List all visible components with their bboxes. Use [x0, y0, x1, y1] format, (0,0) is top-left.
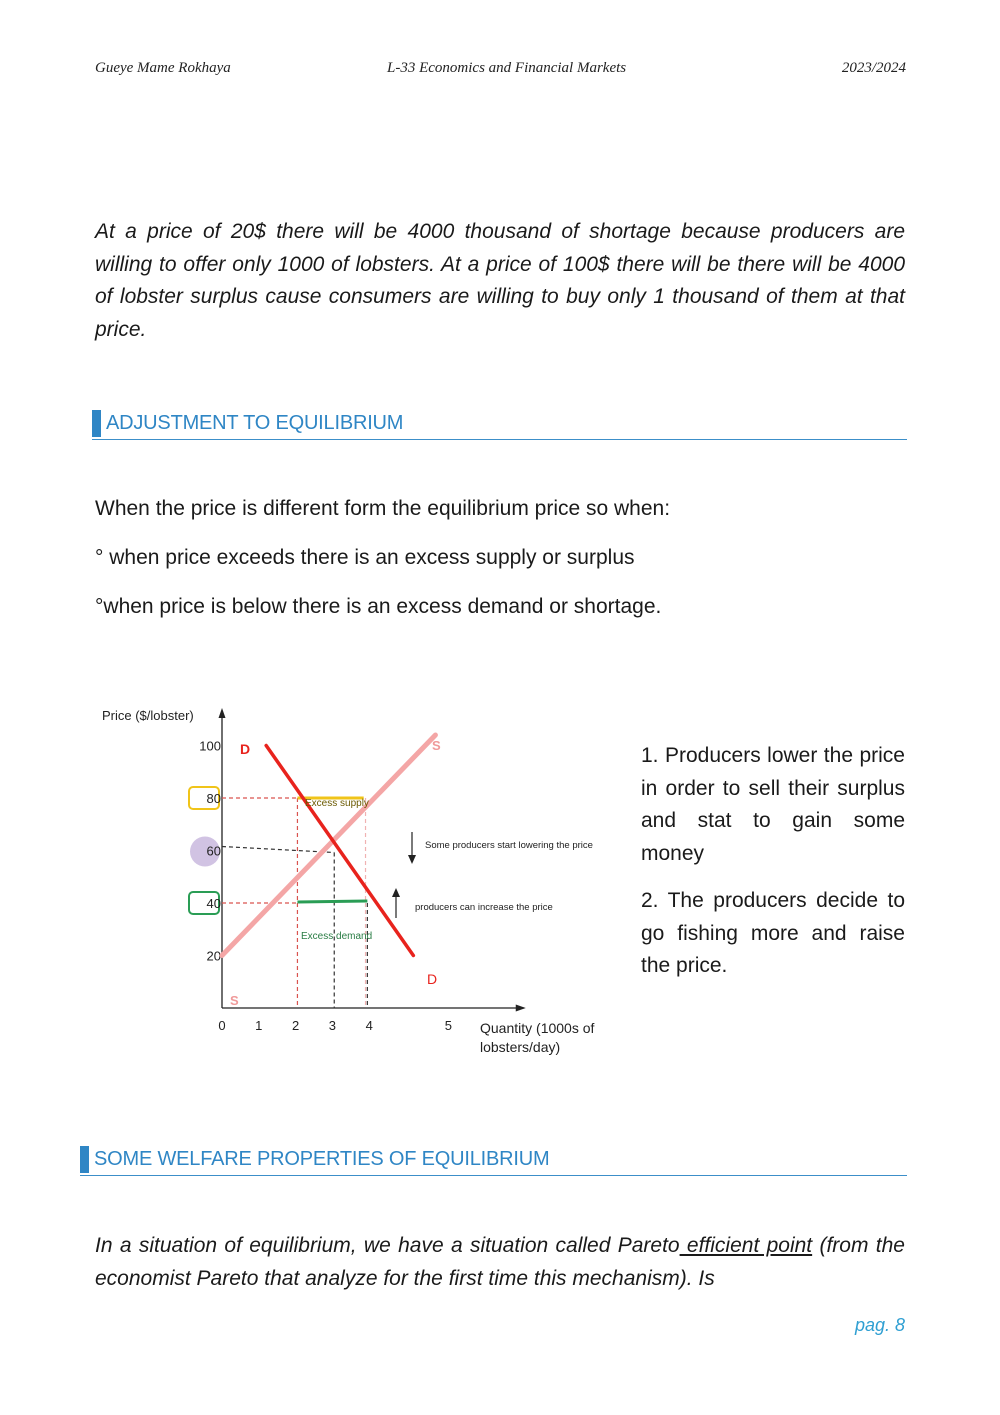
- side-note-lower-price: 1. Producers lower the price in order to sell their surplus and stat to gain some money: [641, 744, 905, 865]
- x-axis-arrow: [516, 1005, 526, 1012]
- side-note-raise-price: 2. The producers decide to go fishing more and raise the price.: [641, 889, 905, 977]
- y-axis-label: Price ($/lobster): [102, 708, 194, 723]
- lowering-price-note: Some producers start lowering the price: [425, 840, 593, 851]
- adjustment-intro: When the price is different form the equilibrium price so when:: [95, 497, 671, 520]
- x-tick-label: 5: [444, 1018, 452, 1033]
- excess-demand-label: Excess demand: [301, 931, 373, 942]
- x-tick-label: 1: [255, 1018, 263, 1033]
- x-tick-label: 0: [218, 1018, 226, 1033]
- x-tick-label: 2: [291, 1018, 300, 1033]
- x-axis-label: lobsters/day): [480, 1039, 561, 1055]
- demand-label-top: D: [240, 741, 251, 757]
- excess-demand-bar: [297, 901, 367, 902]
- down-arrow-head: [408, 855, 416, 864]
- pareto-paragraph: [95, 1230, 905, 1295]
- header-course: L-33 Economics and Financial Markets: [387, 60, 627, 76]
- header-author: Gueye Mame Rokhaya: [95, 60, 231, 76]
- demand-label-bottom: D: [427, 971, 438, 987]
- y-axis-arrow: [219, 708, 226, 718]
- up-arrow-head: [392, 888, 400, 897]
- x-tick-label: 4: [365, 1018, 373, 1033]
- pareto-text-before: In a situation of equilibrium, we have a situation called Pareto: [95, 1234, 680, 1257]
- page-header: [95, 60, 906, 82]
- y-tick-label: 40: [206, 896, 221, 911]
- increase-price-note: producers can increase the price: [415, 902, 553, 913]
- supply-curve: [222, 735, 435, 956]
- y-tick-label: 100: [199, 738, 221, 754]
- supply-label-bottom: S: [230, 993, 239, 1008]
- y-tick-label: 80: [206, 791, 221, 806]
- section-heading-welfare: [80, 1145, 907, 1176]
- x-axis-label: Quantity (1000s of: [480, 1020, 595, 1036]
- section-heading-adjustment: [92, 409, 907, 440]
- intro-paragraph: At a price of 20$ there will be 4000 thousand of shortage because producers are willing to offer only 1000 of lobsters. At a price of 100$ there will be there will be 4000 of lobster surplus cause consumers are willing to buy only 1 thousand of them at that price.: [95, 220, 905, 341]
- excess-supply-label: Excess supply: [305, 798, 369, 809]
- supply-label-top: S: [432, 738, 441, 753]
- section-marker: [92, 410, 101, 437]
- header-year: 2023/2024: [841, 60, 906, 76]
- pareto-text-after: (from the economist Pareto that analyze for the first time this mechanism). Is: [95, 1234, 905, 1290]
- pareto-underlined-term: efficient point: [679, 1234, 813, 1257]
- guide-60: [222, 847, 334, 853]
- section-marker: [80, 1146, 89, 1173]
- page-number: pag. 8: [854, 1315, 905, 1335]
- y-tick-label: 20: [206, 948, 221, 964]
- y-tick-label: 60: [206, 843, 221, 859]
- supply-demand-chart: [90, 700, 630, 1070]
- adjustment-surplus: ° when price exceeds there is an excess supply or surplus: [95, 546, 635, 569]
- x-tick-label: 3: [328, 1018, 337, 1033]
- section-title: SOME WELFARE PROPERTIES OF EQUILIBRIUM: [94, 1148, 550, 1170]
- adjustment-shortage: °when price is below there is an excess demand or shortage.: [95, 595, 662, 618]
- section-title: ADJUSTMENT TO EQUILIBRIUM: [106, 412, 404, 434]
